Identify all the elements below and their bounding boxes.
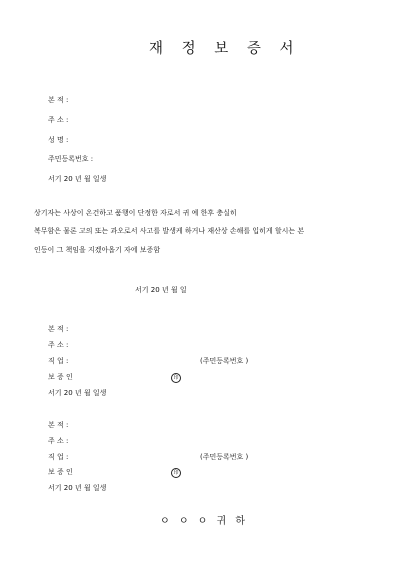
birth-date-line: 서기 20 년 월 일생 [48, 175, 107, 183]
guarantor1-label: 보 증 인 [48, 373, 73, 381]
guarantor1-address-label: 주 소 : [48, 341, 69, 349]
name-label: 성 명 : [48, 136, 69, 144]
guarantor1-birth-date: 서기 20 년 월 일생 [48, 389, 107, 397]
statement-date: 서기 20 년 월 일 [135, 286, 187, 294]
guarantor1-occupation-label: 직 업 : [48, 357, 69, 365]
address-label: 주 소 : [48, 116, 69, 124]
guarantor2-occupation-label: 직 업 : [48, 453, 69, 461]
resident-number-label: 주민등록번호 : [48, 155, 94, 163]
guarantor2-domicile-label: 본 적 : [48, 421, 69, 429]
document-title: 재 정 보 증 서 [149, 41, 301, 57]
guarantor2-address-label: 주 소 : [48, 437, 69, 445]
guarantor2-resident-number: (주민등록번호 ) [200, 453, 249, 461]
guarantor2-label: 보 증 인 [48, 468, 73, 476]
guarantor2-seal-icon: 印 [171, 468, 181, 478]
guarantor1-domicile-label: 본 적 : [48, 325, 69, 333]
guarantor1-seal-icon: 印 [171, 373, 181, 383]
guarantor2-birth-date: 서기 20 년 월 일생 [48, 484, 107, 492]
guarantor1-resident-number: (주민등록번호 ) [200, 357, 249, 365]
domicile-label: 본 적 : [48, 96, 69, 104]
statement-line-1: 상기자는 사상이 온건하고 품행이 단정한 자로서 귀 예 한후 충실히 [34, 209, 237, 217]
addressee-line: ㅇ ㅇ ㅇ 귀 하 [160, 516, 249, 527]
statement-line-2: 복무함은 물론 고의 또는 과오로서 사고를 발생케 하거나 재산상 손해를 입히게 할시는 본 [34, 227, 305, 235]
statement-line-3: 인등이 그 책임을 지겠아옵기 자에 보증함 [34, 246, 161, 254]
